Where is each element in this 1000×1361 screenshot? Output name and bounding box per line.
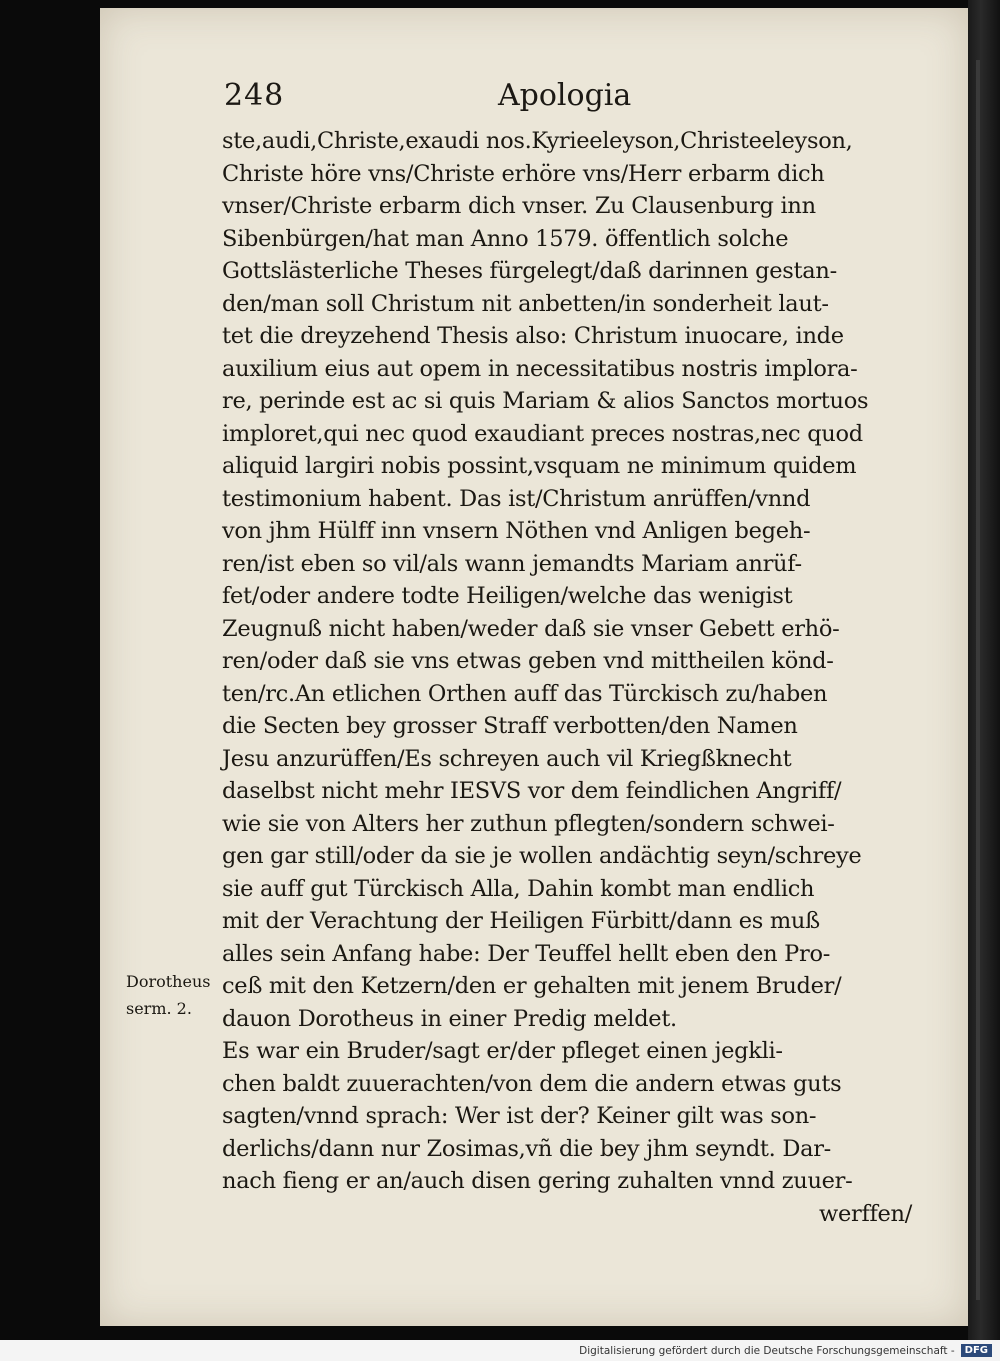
page-number: 248 — [224, 78, 285, 113]
footer-bar — [0, 1340, 1000, 1361]
text-line: die Secten bey grosser Straff verbotten/den Namen — [222, 713, 798, 739]
text-line: alles sein Anfang habe: Der Teuffel hellt eben den Pro- — [222, 940, 831, 967]
margin-note-line: Dorotheus — [126, 972, 211, 991]
text-line: re, perinde est ac si quis Mariam & alios Sanctos mortuos — [222, 388, 869, 414]
page-edge — [976, 60, 980, 1300]
text-line: wie sie von Alters her zuthun pflegten/sondern schwei- — [222, 810, 835, 837]
text-line: vnser/Christe erbarm dich vnser. Zu Clausenburg inn — [222, 193, 816, 219]
text-line: testimonium habent. Das ist/Christum anrüffen/vnnd — [222, 485, 811, 512]
text-line: aliquid largiri nobis possint,vsquam ne minimum quidem — [222, 453, 857, 479]
text-line: Es war ein Bruder/sagt er/der pfleget einen jegkli- — [222, 1038, 783, 1064]
text-line: mit der Verachtung der Heiligen Fürbitt/dann es muß — [222, 908, 820, 934]
text-line: derlichs/dann nur Zosimas,vñ die bey jhm seyndt. Dar- — [222, 1135, 831, 1162]
text-line: fet/oder andere todte Heiligen/welche das wenigist — [222, 583, 793, 609]
text-line: gen gar still/oder da sie je wollen andächtig seyn/schreye — [222, 843, 862, 869]
margin-note-line: serm. 2. — [126, 999, 192, 1018]
text-line: Sibenbürgen/hat man Anno 1579. öffentlich solche — [222, 225, 789, 252]
text-line: sie auff gut Türckisch Alla, Dahin kombt man endlich — [222, 875, 815, 902]
text-line: sagten/vnnd sprach: Wer ist der? Keiner gilt was son- — [222, 1103, 817, 1129]
text-line: Zeugnuß nicht haben/weder daß sie vnser Gebett erhö- — [222, 615, 840, 642]
text-line: chen baldt zuuerachten/von dem die andern etwas guts — [222, 1070, 842, 1097]
text-line: Jesu anzurüffen/Es schreyen auch vil Kriegßknecht — [222, 745, 792, 772]
text-line: nach fieng er an/auch disen gering zuhalten vnnd zuuer- — [222, 1168, 853, 1194]
text-line: tet die dreyzehend Thesis also: Christum inuocare, inde — [222, 323, 844, 349]
book-gutter — [968, 0, 1000, 1340]
running-head: Apologia — [498, 78, 632, 113]
text-line: auxilium eius aut opem in necessitatibus nostris implora- — [222, 355, 858, 382]
text-line: von jhm Hülff inn vnsern Nöthen vnd Anligen begeh- — [222, 518, 811, 544]
catchword: werffen/ — [819, 1200, 912, 1227]
text-line: dauon Dorotheus in einer Predig meldet. — [222, 1005, 677, 1032]
text-line: ten/rc.An etlichen Orthen auff das Türckisch zu/haben — [222, 680, 828, 707]
text-line: ste,audi,Christe,exaudi nos.Kyrieeleyson,Christeeleyson, — [222, 128, 853, 154]
dfg-logo: DFG — [961, 1344, 992, 1357]
text-line: imploret,qui nec quod exaudiant preces nostras,nec quod — [222, 420, 863, 447]
text-line: Christe höre vns/Christe erhöre vns/Herr erbarm dich — [222, 160, 825, 187]
text-line: ceß mit den Ketzern/den er gehalten mit jenem Bruder/ — [222, 973, 842, 999]
text-line: Gottslästerliche Theses fürgelegt/daß darinnen gestan- — [222, 258, 837, 284]
text-line: ren/oder daß sie vns etwas geben vnd mittheilen könd- — [222, 648, 834, 674]
text-line: den/man soll Christum nit anbetten/in sonderheit laut- — [222, 290, 829, 317]
margin-note — [126, 968, 210, 1022]
body-text — [222, 125, 912, 1230]
text-line: ren/ist eben so vil/als wann jemandts Mariam anrüf- — [222, 550, 802, 577]
funding-notice: Digitalisierung gefördert durch die Deutsche Forschungsgemeinschaft - — [579, 1344, 955, 1357]
text-line: daselbst nicht mehr IESVS vor dem feindlichen Angriff/ — [222, 778, 842, 804]
